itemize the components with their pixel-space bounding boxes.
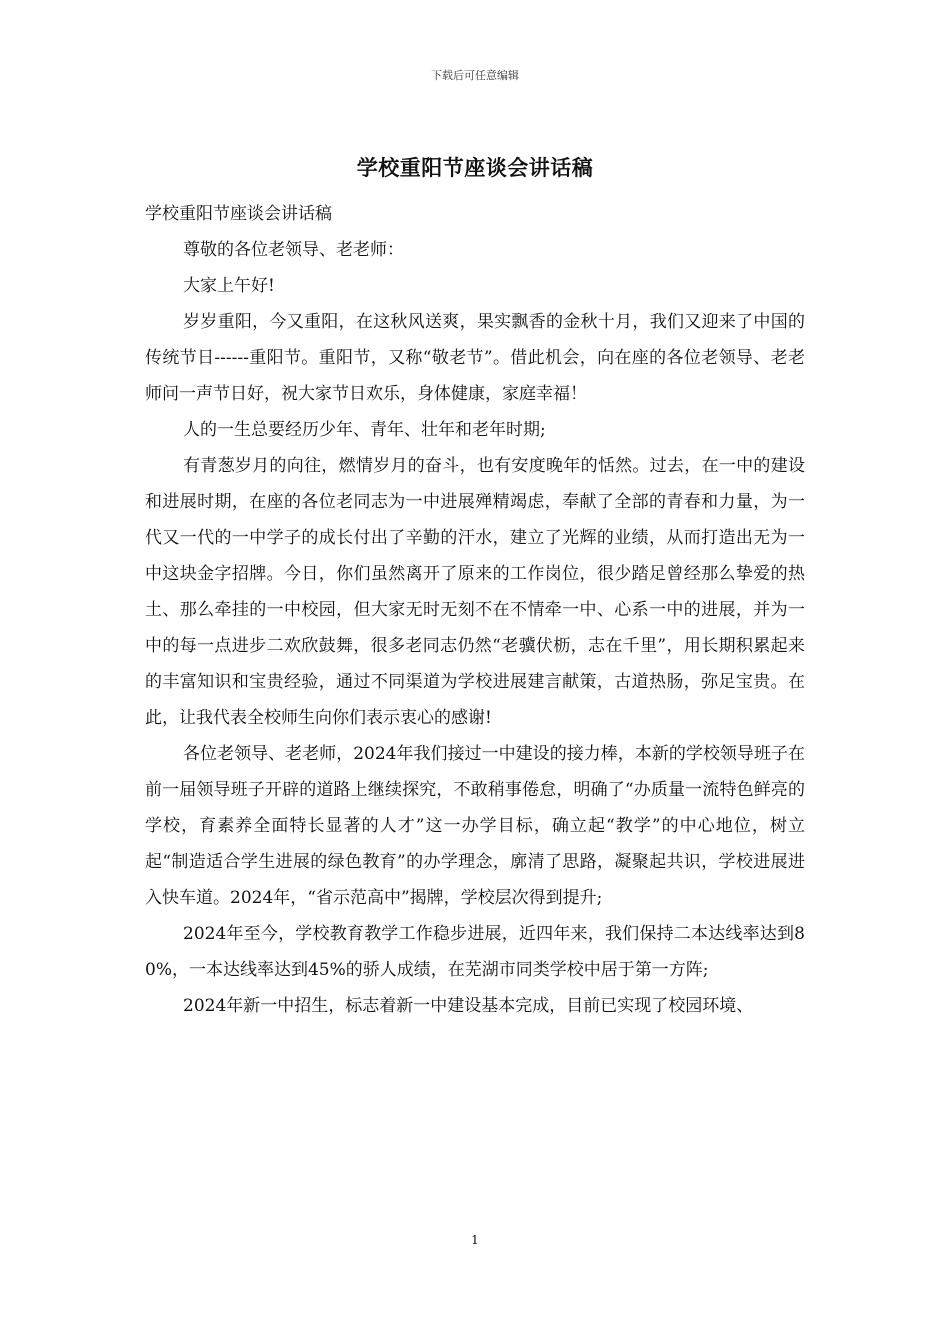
document-body [145, 196, 805, 1024]
body-paragraph: 2024年至今，学校教育教学工作稳步进展，近四年来，我们保持二本达线率达到80%，一本达线率达到45%的骄人成绩，在芜湖市同类学校中居于第一方阵; [145, 924, 805, 980]
subtitle-paragraph: 学校重阳节座谈会讲话稿 [145, 204, 332, 224]
body-paragraph: 2024年新一中招生，标志着新一中建设基本完成，目前已实现了校园环境、 [183, 996, 754, 1016]
header-note: 下载后可任意编辑 [431, 69, 519, 82]
body-paragraph: 岁岁重阳，今又重阳，在这秋风送爽，果实飘香的金秋十月，我们又迎来了中国的传统节日------重阳节。重阳节，又称“敬老节”。借此机会，向在座的各位老领导、老老师问一声节日好，祝大家节日欢乐，身体健康，家庭幸福！ [145, 312, 805, 404]
body-paragraph: 各位老领导、老老师，2024年我们接过一中建设的接力棒，本新的学校领导班子在前一届领导班子开辟的道路上继续探究，不敢稍事倦怠，明确了“办质量一流特色鲜亮的学校，育素养全面特长显著的人才”这一办学目标，确立起“教学”的中心地位，树立起“制造适合学生进展的绿色教育”的办学理念，廓清了思路，凝聚起共识，学校进展进入快车道。2024年，“省示范高中”揭牌，学校层次得到提升; [145, 744, 805, 908]
body-paragraph: 人的一生总要经历少年、青年、壮年和老年时期; [183, 420, 546, 440]
greeting-paragraph: 大家上午好! [183, 276, 275, 296]
page-number: 1 [471, 1233, 479, 1247]
document-title: 学校重阳节座谈会讲话稿 [356, 155, 594, 180]
body-paragraph: 有青葱岁月的向往，燃情岁月的奋斗，也有安度晚年的恬然。过去，在一中的建设和进展时期，在座的各位老同志为一中进展殚精竭虑，奉献了全部的青春和力量，为一代又一代的一中学子的成长付出了辛勤的汗水，建立了光辉的业绩，从而打造出无为一中这块金字招牌。今日，你们虽然离开了原来的工作岗位，很少踏足曾经那么挚爱的热土、那么牵挂的一中校园，但大家无时无刻不在不情牵一中、心系一中的进展，并为一中的每一点进步二欢欣鼓舞，很多老同志仍然“老骥伏枥，志在千里”，用长期积累起来的丰富知识和宝贵经验，通过不同渠道为学校进展建言献策，古道热肠，弥足宝贵。在此，让我代表全校师生向你们表示衷心的感谢! [145, 456, 805, 728]
salutation-paragraph: 尊敬的各位老领导、老老师： [183, 240, 404, 260]
